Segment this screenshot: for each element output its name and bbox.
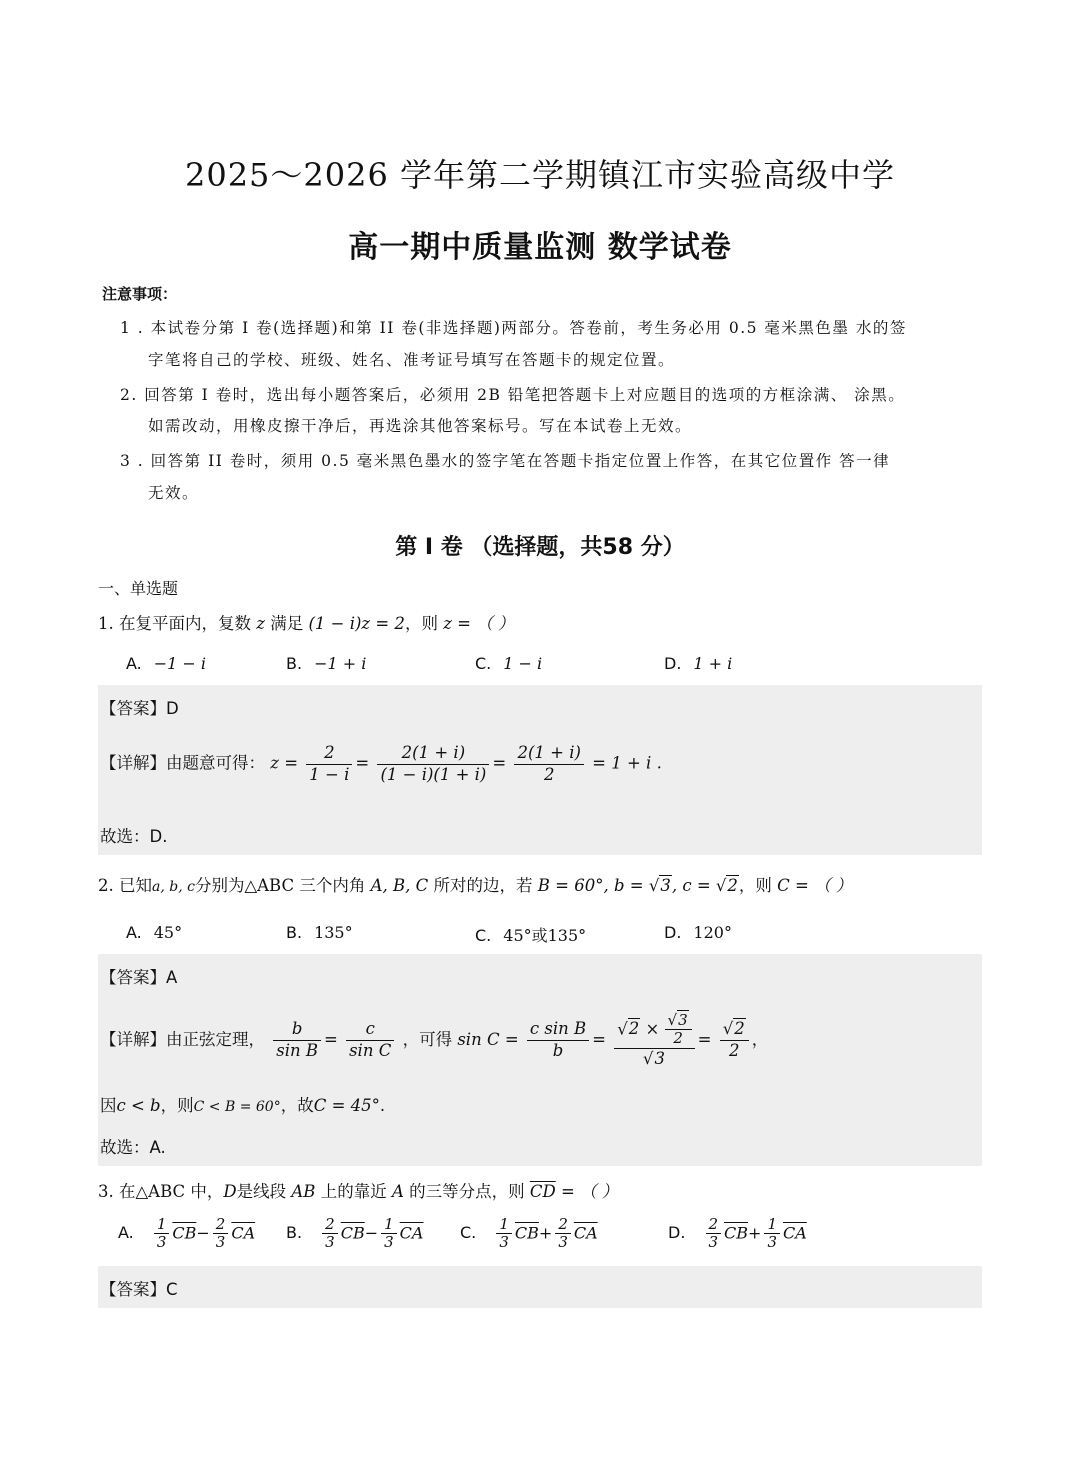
q3-c-coef1-den: 3	[499, 1233, 509, 1252]
q2-line2-ineq: c < b	[116, 1096, 161, 1115]
q1-option-b-value: −1 + i	[314, 654, 367, 673]
q2-option-d	[664, 923, 732, 942]
q3-option-a-label: A.	[118, 1223, 134, 1243]
q2-f1-num: b	[273, 1019, 321, 1041]
q1-f2-den: (1 − i)(1 + i)	[380, 764, 487, 784]
q1-option-a	[126, 654, 206, 673]
q2-f4-inner-num: 3	[678, 1011, 688, 1029]
q3-d-coef1-num: 2	[706, 1216, 722, 1234]
q3-b-op: −	[364, 1223, 379, 1243]
q2-line2-end: .	[379, 1096, 386, 1115]
q2-f5-den: 2	[728, 1041, 740, 1061]
q2-detail-line-2	[100, 1092, 385, 1116]
q1-option-a-value: −1 − i	[153, 654, 207, 673]
q2-fraction-3	[527, 1019, 589, 1061]
q3-option-b	[286, 1216, 423, 1252]
q3-b-coef1-num: 2	[322, 1216, 338, 1234]
q1-detail-z: z =	[270, 753, 299, 773]
q2-f4-inner-den: 2	[673, 1029, 683, 1048]
q2-stem-cond-1: B = 60°, b =	[537, 876, 649, 895]
q3-a-vec-cb: $\overline{CB}$	[172, 1223, 197, 1243]
q3-stem-question: = （ ）	[560, 1182, 619, 1201]
q2-f3-num: c sin B	[527, 1019, 589, 1041]
q2-f4-den: 3	[654, 1048, 665, 1068]
q2-option-d-label: D.	[664, 923, 682, 942]
q3-c-op: +	[538, 1223, 553, 1243]
q3-d-vec-cb: $\overline{CB}$	[724, 1223, 749, 1243]
q3-answer: 【答案】C	[100, 1280, 178, 1299]
q2-option-c-value: 45°或135°	[503, 926, 587, 945]
q3-option-b-label: B.	[286, 1223, 303, 1243]
q1-option-b	[286, 654, 366, 673]
q2-option-d-value: 120°	[693, 923, 732, 942]
q3-option-d	[668, 1216, 807, 1252]
q3-c-coef1-num: 1	[496, 1216, 512, 1234]
q3-d-vec-ca: $\overline{CA}$	[783, 1223, 807, 1243]
q2-fraction-4: √2 × $\frac{√3}{2}$ √3	[614, 1012, 694, 1069]
q2-option-c-label: C.	[475, 926, 492, 945]
q2-stem-question: C = （ ）	[777, 876, 853, 895]
q3-a-vec-ca: $\overline{CA}$	[231, 1223, 256, 1243]
q1-option-c-value: 1 − i	[503, 654, 543, 673]
q2-stem-text-2: 分别为△ABC 三个内角	[194, 876, 366, 895]
q1-detail-label: 【详解】由题意可得：	[100, 753, 265, 773]
q3-b-coef2-den: 3	[384, 1233, 394, 1252]
q1-f1-den: 1 − i	[309, 764, 350, 784]
q1-option-b-label: B.	[286, 654, 303, 673]
q1-stem-question: z = （ ）	[443, 614, 515, 633]
q3-stem-ab: AB	[291, 1182, 316, 1201]
q2-f2-den: sin C	[349, 1041, 392, 1061]
q3-stem	[98, 1178, 618, 1202]
notice-item-3-line-1: 3 . 回答第 II 卷时，须用 0.5 毫米黑色墨水的签字笔在答题卡指定位置上作答，在其它位置作 答一律	[120, 452, 891, 470]
q3-b-coef1-den: 3	[325, 1233, 335, 1252]
q2-stem-text-4: ，则	[738, 876, 772, 895]
q2-stem-text-3: 所对的边，若	[433, 876, 533, 895]
q2-line2-result: C = 45°	[313, 1096, 380, 1115]
q3-option-c	[460, 1216, 598, 1252]
q3-stem-a: A	[391, 1182, 404, 1201]
q3-a-op: −	[196, 1223, 210, 1243]
q1-fraction-2	[377, 743, 489, 785]
q2-option-b-value: 135°	[314, 923, 353, 942]
q2-fraction-2	[346, 1019, 394, 1061]
q1-conclusion: 故选：D.	[100, 827, 168, 846]
q2-fraction-5: $\frac{√2}{2}$	[720, 1019, 749, 1061]
q3-d-coef2-den: 3	[767, 1233, 777, 1252]
q2-f5-num: 2	[734, 1019, 745, 1039]
q2-stem: 2. 已知a, b, c分别为△ABC 三个内角 A, B, C 所对的边，若 B = 60°, b = √3, c = √2，则 C = （ ）	[98, 876, 853, 895]
q2-line2-text-2: ，则	[160, 1096, 194, 1115]
q3-a-coef2-den: 3	[215, 1233, 226, 1252]
q2-detail-label: 【详解】由正弦定理，	[100, 1030, 265, 1050]
q3-c-vec-ca: $\overline{CA}$	[573, 1223, 598, 1243]
q1-detail: 【详解】由题意可得： z = $\frac{2}{1 - i}$ = $\frac{2(1 + i)}{(1 - i)(1 + i)}$ = $\frac{2(1 + i)}{2}$ = 1 + i .	[100, 743, 662, 784]
q1-f2-num: 2(1 + i)	[377, 743, 489, 765]
q2-f3-den: b	[552, 1041, 564, 1061]
q3-b-vec-ca: $\overline{CA}$	[399, 1223, 424, 1243]
q2-answer-box	[98, 954, 982, 1166]
q1-option-c	[475, 654, 542, 673]
q1-answer: 【答案】D	[100, 699, 179, 718]
notice-item-1-line-1: 1 . 本试卷分第 I 卷(选择题)和第 II 卷(非选择题)两部分。答卷前，考生务必用 0.5 毫米黑色墨 水的签	[120, 319, 907, 337]
q2-stem-sqrt3: 3	[660, 876, 671, 895]
q1-option-c-label: C.	[475, 654, 492, 673]
q2-sinc: sin C =	[457, 1030, 519, 1050]
q3-a-coef1-num: 1	[154, 1216, 170, 1234]
q3-d-coef1-den: 3	[708, 1233, 719, 1252]
notice-item-3-line-2: 无效。	[148, 484, 200, 502]
q2-stem-text: 2. 已知	[98, 876, 152, 895]
q2-stem-sqrt2: 2	[727, 876, 738, 895]
q3-c-coef2-num: 2	[555, 1216, 571, 1234]
notice-item-2-line-2: 如需改动，用橡皮擦干净后，再选涂其他答案标号。写在本试卷上无效。	[148, 417, 693, 435]
q2-conclusion: 故选：A.	[100, 1138, 166, 1157]
q2-f4-sqrt2: 2	[628, 1019, 640, 1039]
q3-option-d-label: D.	[668, 1223, 686, 1243]
subsection-title: 一、单选题	[98, 579, 179, 598]
q2-detail: 【详解】由正弦定理， $\frac{b}{\text{sin B}}$ = $\frac{c}{\text{sin C}}$ ，可得 sin C = $\frac{\text{c sin B}}{b}$ = √2 × $\frac{√3}{2}$ √3 = $\frac{√2}{2}$ ，	[100, 1011, 769, 1068]
q1-option-d-value: 1 + i	[693, 654, 733, 673]
notice-heading: 注意事项：	[102, 285, 178, 303]
notice-item-2-line-1: 2. 回答第 I 卷时，选出每小题答案后，必须用 2B 铅笔把答题卡上对应题目的选项的方框涂满、 涂黑。	[120, 386, 906, 404]
q1-f3-num: 2(1 + i)	[514, 743, 583, 765]
q1-option-a-label: A.	[126, 654, 142, 673]
q1-fraction-1	[306, 743, 352, 785]
q3-a-coef2-num: 2	[213, 1216, 229, 1234]
q3-a-coef1-den: 3	[156, 1233, 167, 1252]
q3-b-coef2-num: 1	[381, 1216, 397, 1234]
q1-stem	[98, 610, 514, 634]
q2-option-a	[126, 923, 182, 942]
q2-detail-mid: ，可得	[402, 1030, 453, 1050]
section-title: 第 I 卷 （选择题，共58 分）	[395, 535, 685, 560]
q3-answer-box	[98, 1266, 982, 1308]
q1-stem-text-3: ，则	[404, 614, 438, 633]
q2-option-b	[286, 923, 353, 942]
q1-stem-text-2: 满足	[270, 614, 304, 633]
q2-line2-text-3: ，故	[280, 1096, 314, 1115]
q2-option-a-label: A.	[126, 923, 142, 942]
q3-stem-text-4: 的三等分点，则	[409, 1182, 525, 1201]
q1-f1-num: 2	[306, 743, 352, 765]
title-line-1: 2025～2026 学年第二学期镇江市实验高级中学	[184, 156, 896, 194]
q1-option-d-label: D.	[664, 654, 682, 673]
q3-c-coef2-den: 3	[558, 1233, 568, 1252]
q1-f3-den: 2	[543, 764, 555, 784]
q2-f1-den: sin B	[276, 1041, 318, 1061]
q1-fraction-3	[514, 743, 583, 785]
q1-detail-result: = 1 + i .	[592, 753, 662, 773]
q3-stem-text: 3. 在△ABC 中，	[98, 1182, 224, 1201]
q2-option-a-value: 45°	[153, 923, 183, 942]
q3-stem-text-3: 上的靠近	[320, 1182, 387, 1201]
q3-stem-d: D	[223, 1182, 237, 1201]
q3-stem-text-2: 是线段	[236, 1182, 287, 1201]
q2-answer: 【答案】A	[100, 968, 178, 987]
q3-b-vec-cb: $\overline{CB}$	[340, 1223, 365, 1243]
q1-answer-box	[98, 685, 982, 855]
q2-option-b-label: B.	[286, 923, 303, 942]
q2-line2-ineq-2: C < B = 60°	[193, 1099, 281, 1115]
q3-option-c-label: C.	[460, 1223, 477, 1243]
q1-stem-equation: (1 − i)z = 2	[308, 614, 405, 633]
q2-option-c	[475, 923, 586, 946]
q2-fraction-1	[273, 1019, 321, 1061]
notice-item-1-line-2: 字笔将自己的学校、班级、姓名、准考证号填写在答题卡的规定位置。	[148, 351, 676, 369]
q3-stem-vector-cd: $\overline{CD}$	[529, 1182, 556, 1201]
q2-f2-num: c	[346, 1019, 394, 1041]
q2-line2-text: 因	[100, 1096, 117, 1115]
q2-f4-times: ×	[640, 1019, 665, 1039]
q3-d-op: +	[748, 1223, 762, 1243]
q1-stem-text: 1. 在复平面内，复数	[98, 614, 251, 633]
q1-stem-var: z	[256, 614, 265, 633]
q1-option-d	[664, 654, 732, 673]
q2-stem-sides: a, b, c	[152, 879, 195, 895]
q2-stem-cond-2: , c =	[671, 876, 716, 895]
q3-d-coef2-num: 1	[764, 1216, 780, 1234]
q3-c-vec-cb: $\overline{CB}$	[514, 1223, 539, 1243]
q3-option-a	[118, 1216, 255, 1252]
title-line-2: 高一期中质量监测 数学试卷	[348, 230, 732, 265]
q2-stem-angles: A, B, C	[370, 876, 429, 895]
